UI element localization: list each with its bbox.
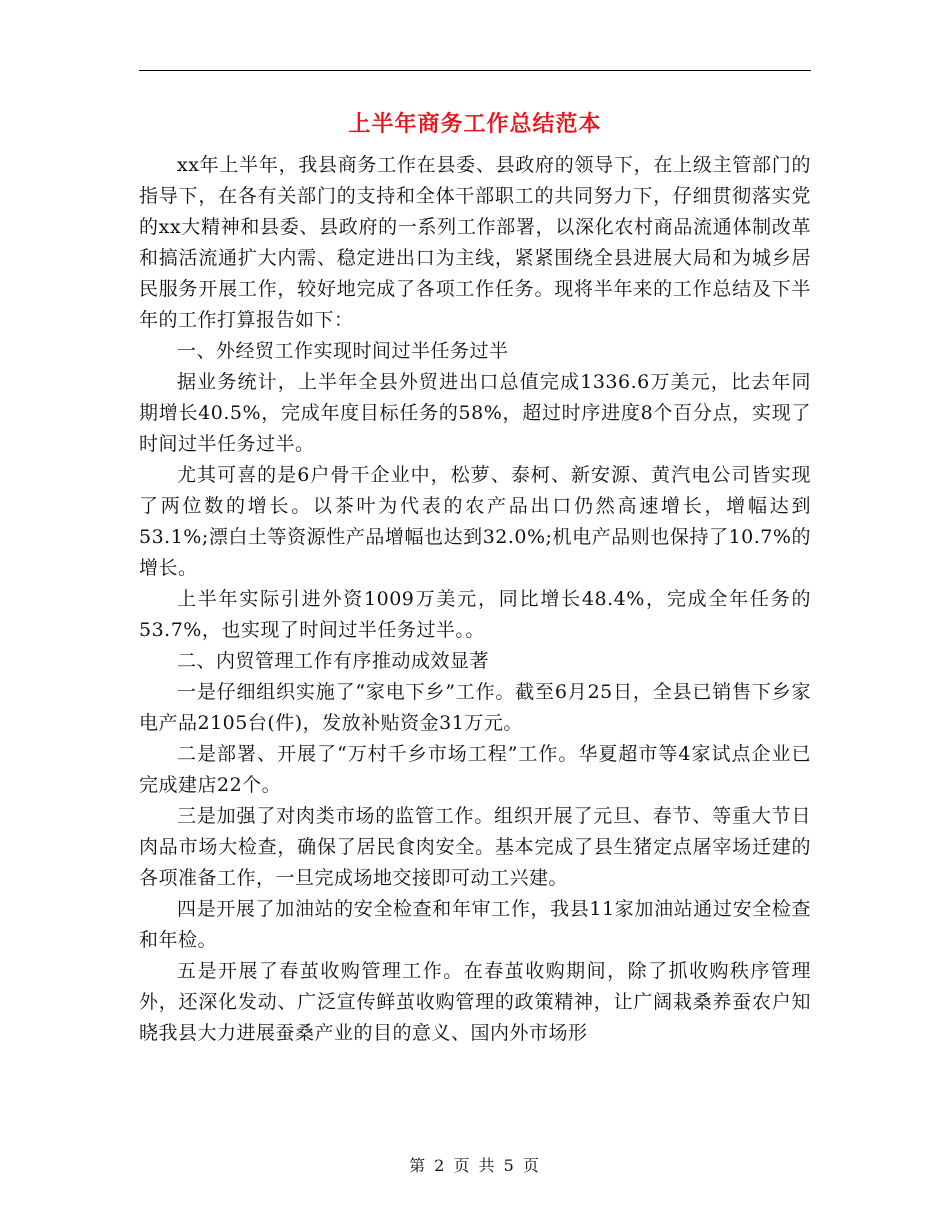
document-title: 上半年商务工作总结范本	[348, 112, 602, 137]
paragraph-gas-stations: 四是开展了加油站的安全检查和年审工作，我县11家加油站通过安全检查和年检。	[139, 898, 811, 951]
paragraph-trade-statistics: 据业务统计，上半年全县外贸进出口总值完成1336.6万美元，比去年同期增长40.5%，完成年度目标任务的58%，超过时序进度8个百分点，实现了时间过半任务过半。	[139, 371, 811, 455]
paragraph-foreign-investment: 上半年实际引进外资1009万美元，同比增长48.4%，完成全年任务的53.7%，也实现了时间过半任务过半。。	[139, 588, 811, 641]
paragraph-meat-market: 三是加强了对肉类市场的监管工作。组织开展了元旦、春节、等重大节日肉品市场大检查，确保了居民食肉安全。基本完成了县生猪定点屠宰场迁建的各项准备工作，一旦完成场地交接即可动工兴建。	[139, 805, 811, 889]
page-number-footer: 第 2 页 共 5 页	[409, 1156, 541, 1175]
paragraph-appliances-to-countryside: 一是仔细组织实施了“家电下乡”工作。截至6月25日，全县已销售下乡家电产品2105台(件)，发放补贴资金31万元。	[139, 681, 811, 734]
document-body	[139, 150, 811, 1049]
intro-paragraph: xx年上半年，我县商务工作在县委、县政府的领导下，在上级主管部门的指导下，在各有关部门的支持和全体干部职工的共同努力下，仔细贯彻落实党的xx大精神和县委、县政府的一系列工作部署，以深化农村商品流通体制改革和搞活流通扩大内需、稳定进出口为主线，紧紧围绕全县进展大局和为城乡居民服务开展工作，较好地完成了各项工作任务。现将半年来的工作总结及下半年的工作打算报告如下：	[139, 154, 811, 331]
section-heading-domestic-trade: 二、内贸管理工作有序推动成效显著	[177, 650, 490, 672]
paragraph-market-project: 二是部署、开展了“万村千乡市场工程”工作。华夏超市等4家试点企业已完成建店22个。	[139, 743, 811, 796]
paragraph-key-enterprises: 尤其可喜的是6户骨干企业中，松萝、泰柯、新安源、黄汽电公司皆实现了两位数的增长。以茶叶为代表的农产品出口仍然高速增长，增幅达到53.1%;漂白土等资源性产品增幅也达到32.0%;机电产品则也保持了10.7%的增长。	[139, 464, 811, 579]
section-heading-foreign-trade: 一、外经贸工作实现时间过半任务过半	[177, 340, 509, 362]
header-rule	[139, 70, 811, 71]
paragraph-cocoon-purchase: 五是开展了春茧收购管理工作。在春茧收购期间，除了抓收购秩序管理外，还深化发动、广泛宣传鲜茧收购管理的政策精神，让广阔栽桑养蚕农户知晓我县大力进展蚕桑产业的目的意义、国内外市场形	[139, 960, 811, 1044]
